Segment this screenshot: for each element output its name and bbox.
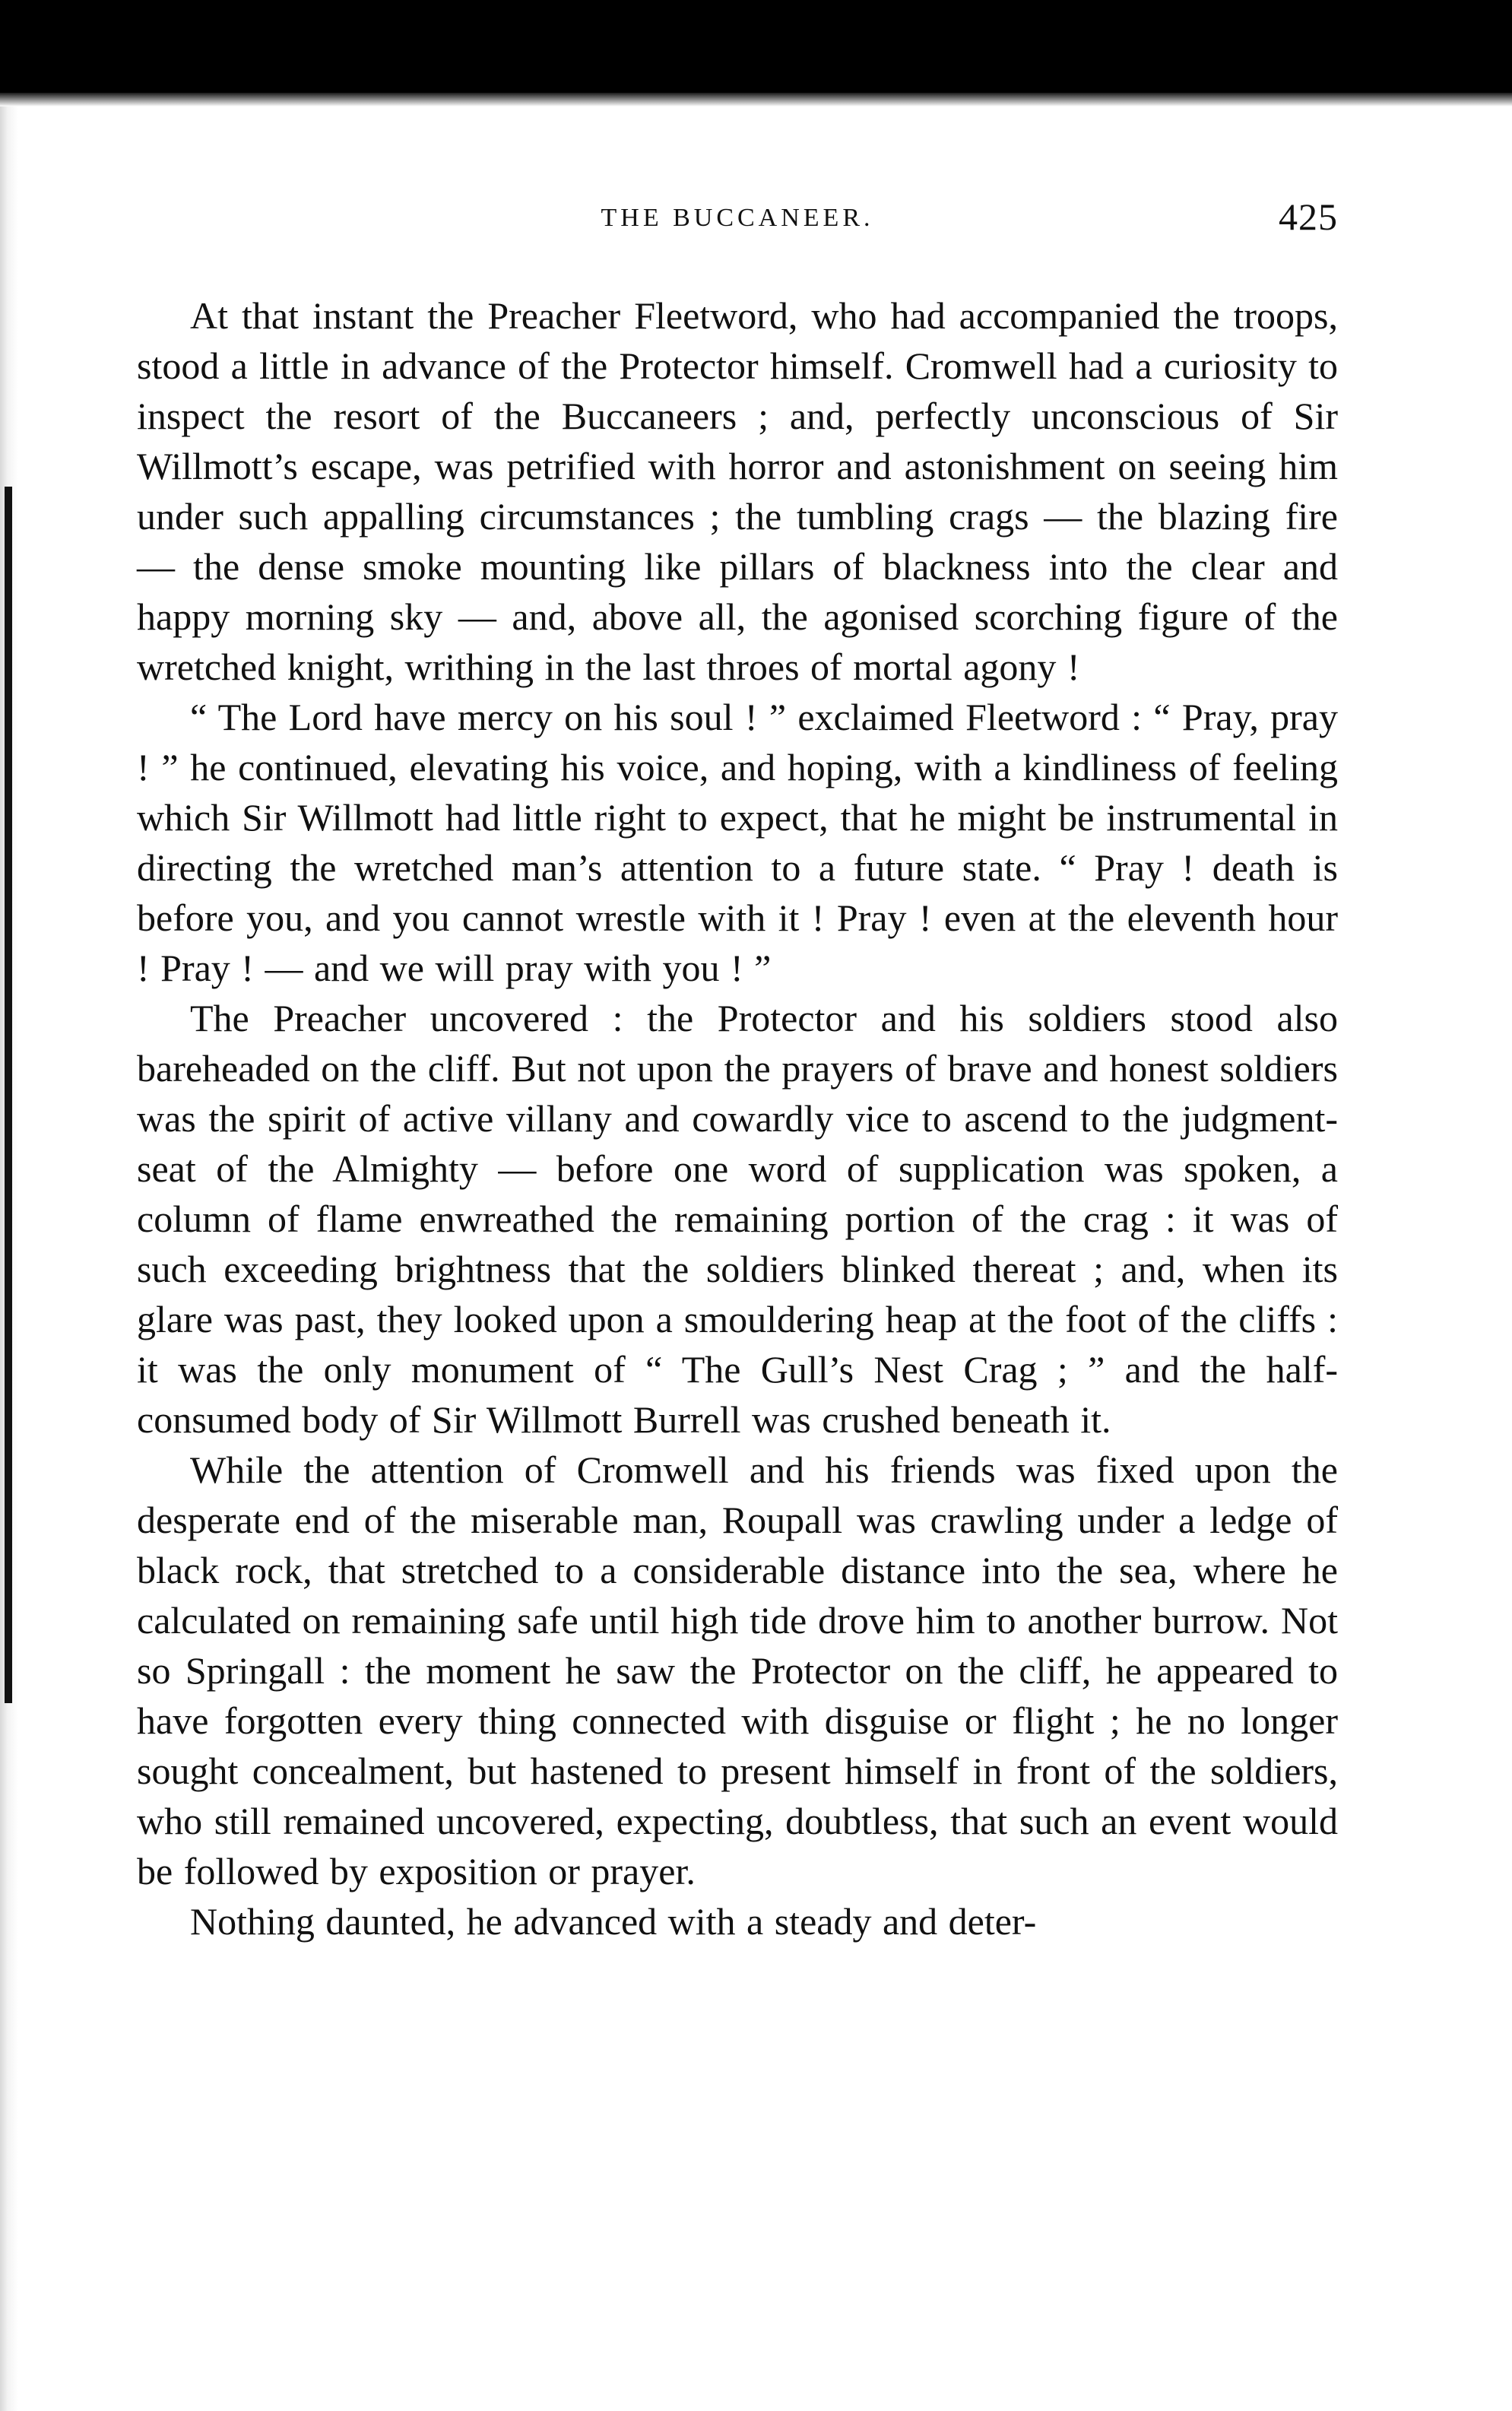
scan-dark-border — [0, 0, 1512, 106]
paragraph: “ The Lord have mercy on his soul ! ” exclaimed Fleetword : “ Pray, pray ! ” he continued, elevating his voice, and hoping, with a kindliness of feeling which Sir Willmott had little right to expect, that he might be instrumental in directing the wretched man’s attention to a future state. “ Pray ! death is before you, and you cannot wrestle with it ! Pray ! even at the eleventh hour ! Pray ! — and we will pray with you ! ” — [137, 696, 1338, 989]
page-number: 425 — [1279, 195, 1338, 238]
scan-binding-shadow — [5, 487, 12, 1703]
book-page — [137, 190, 1338, 1946]
running-header — [137, 190, 1338, 251]
paragraph: The Preacher uncovered : the Protector and his soldiers stood also bareheaded on the cliff. But not upon the prayers of brave and honest soldiers was the spirit of active villany and cowardly vice to ascend to the judgment-seat of the Almighty — before one word of supplication was spoken, a column of flame enwreathed the remaining portion of the crag : it was of such exceeding brightness that the soldiers blinked thereat ; and, when its glare was past, they looked upon a smouldering heap at the foot of the cliffs : it was the only monument of “ The Gull’s Nest Crag ; ” and the half-consumed body of Sir Willmott Burrell was crushed beneath it. — [137, 997, 1338, 1441]
running-title: THE BUCCANEER. — [601, 204, 874, 232]
body-text — [137, 290, 1338, 1946]
paragraph: While the attention of Cromwell and his friends was fixed upon the desperate end of the miserable man, Roupall was crawling under a ledge of black rock, that stretched to a considerable distance into the sea, where he calculated on remaining safe until high tide drove him to another burrow. Not so Springall : the moment he saw the Protector on the cliff, he appeared to have forgotten every thing connected with disguise or flight ; he no longer sought concealment, but hastened to present himself in front of the soldiers, who still remained uncovered, expecting, doubtless, that such an event would be followed by exposition or prayer. — [137, 1448, 1338, 1892]
paragraph: At that instant the Preacher Fleetword, who had accompanied the troops, stood a little in advance of the Protector himself. Cromwell had a curiosity to inspect the resort of the Buccaneers ; and, perfectly unconscious of Sir Willmott’s escape, was petrified with horror and astonishment on seeing him under such appalling circumstances ; the tumbling crags — the blazing fire — the dense smoke mounting like pillars of blackness into the clear and happy morning sky — and, above all, the agonised scorching figure of the wretched knight, writhing in the last throes of mortal agony ! — [137, 294, 1338, 688]
paragraph: Nothing daunted, he advanced with a steady and deter- — [190, 1900, 1037, 1943]
